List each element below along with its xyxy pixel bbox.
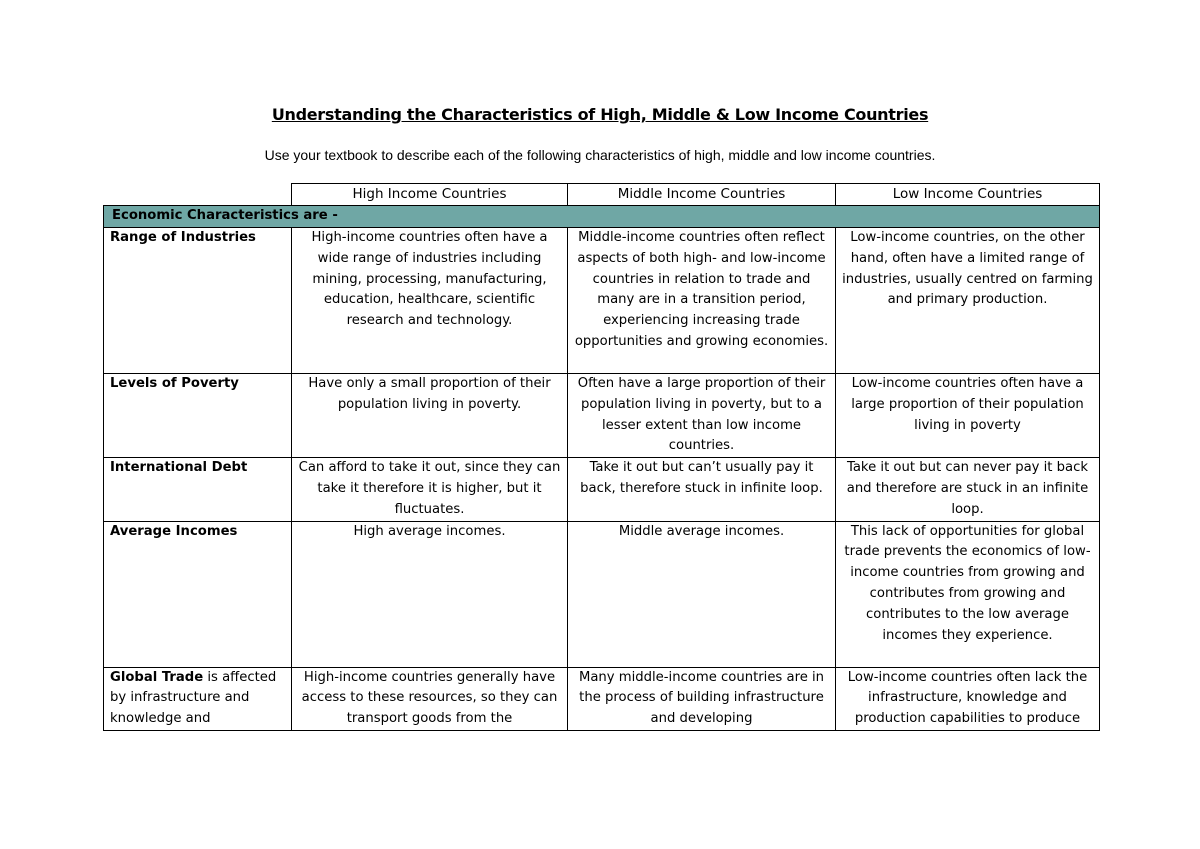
characteristics-table [103, 183, 1100, 731]
cell-low: Low-income countries often have a large proportion of their population living in poverty [836, 374, 1100, 458]
table-row [104, 374, 1100, 458]
header-blank-cell [104, 184, 292, 206]
header-low-income: Low Income Countries [836, 184, 1100, 206]
cell-high: High-income countries generally have access to these resources, so they can transport goods from the [292, 667, 568, 730]
cell-middle: Middle average incomes. [568, 521, 836, 667]
table-row [104, 458, 1100, 521]
table-row [104, 521, 1100, 667]
row-label-rest: is affected by infrastructure and knowledge and [110, 669, 277, 727]
cell-low: This lack of opportunities for global trade prevents the economics of low-income countries from growing and contributes from growing and contributes to the low average incomes they experience. [836, 521, 1100, 667]
cell-high: High-income countries often have a wide range of industries including mining, processing, manufacturing, education, healthcare, scientific research and technology. [292, 228, 568, 374]
section-row [104, 206, 1100, 228]
table-row [104, 667, 1100, 730]
cell-low: Low-income countries often lack the infrastructure, knowledge and production capabilities to produce [836, 667, 1100, 730]
cell-high: Can afford to take it out, since they can take it therefore it is higher, but it fluctuates. [292, 458, 568, 521]
cell-high: Have only a small proportion of their population living in poverty. [292, 374, 568, 458]
row-label: Global Trade is affected by infrastructure and knowledge and [104, 667, 292, 730]
section-heading: Economic Characteristics are - [104, 206, 1100, 228]
cell-high: High average incomes. [292, 521, 568, 667]
header-row [104, 184, 1100, 206]
row-label: International Debt [104, 458, 292, 521]
instructions-text: Use your textbook to describe each of the following characteristics of high, middle and low income countries. [264, 147, 936, 163]
cell-low: Low-income countries, on the other hand, often have a limited range of industries, usually centred on farming and primary production. [836, 228, 1100, 374]
cell-middle: Often have a large proportion of their population living in poverty, but to a lesser extent than low income countries. [568, 374, 836, 458]
header-middle-income: Middle Income Countries [568, 184, 836, 206]
row-label: Levels of Poverty [104, 374, 292, 458]
row-label: Range of Industries [104, 228, 292, 374]
document-title: Understanding the Characteristics of High, Middle & Low Income Countries [271, 105, 929, 124]
cell-low: Take it out but can never pay it back and therefore are stuck in an infinite loop. [836, 458, 1100, 521]
cell-middle: Many middle-income countries are in the process of building infrastructure and developing [568, 667, 836, 730]
table-row [104, 228, 1100, 374]
header-high-income: High Income Countries [292, 184, 568, 206]
row-label: Average Incomes [104, 521, 292, 667]
cell-middle: Middle-income countries often reflect aspects of both high- and low-income countries in relation to trade and many are in a transition period, experiencing increasing trade opportunities and growing economies. [568, 228, 836, 374]
cell-middle: Take it out but can’t usually pay it back, therefore stuck in infinite loop. [568, 458, 836, 521]
